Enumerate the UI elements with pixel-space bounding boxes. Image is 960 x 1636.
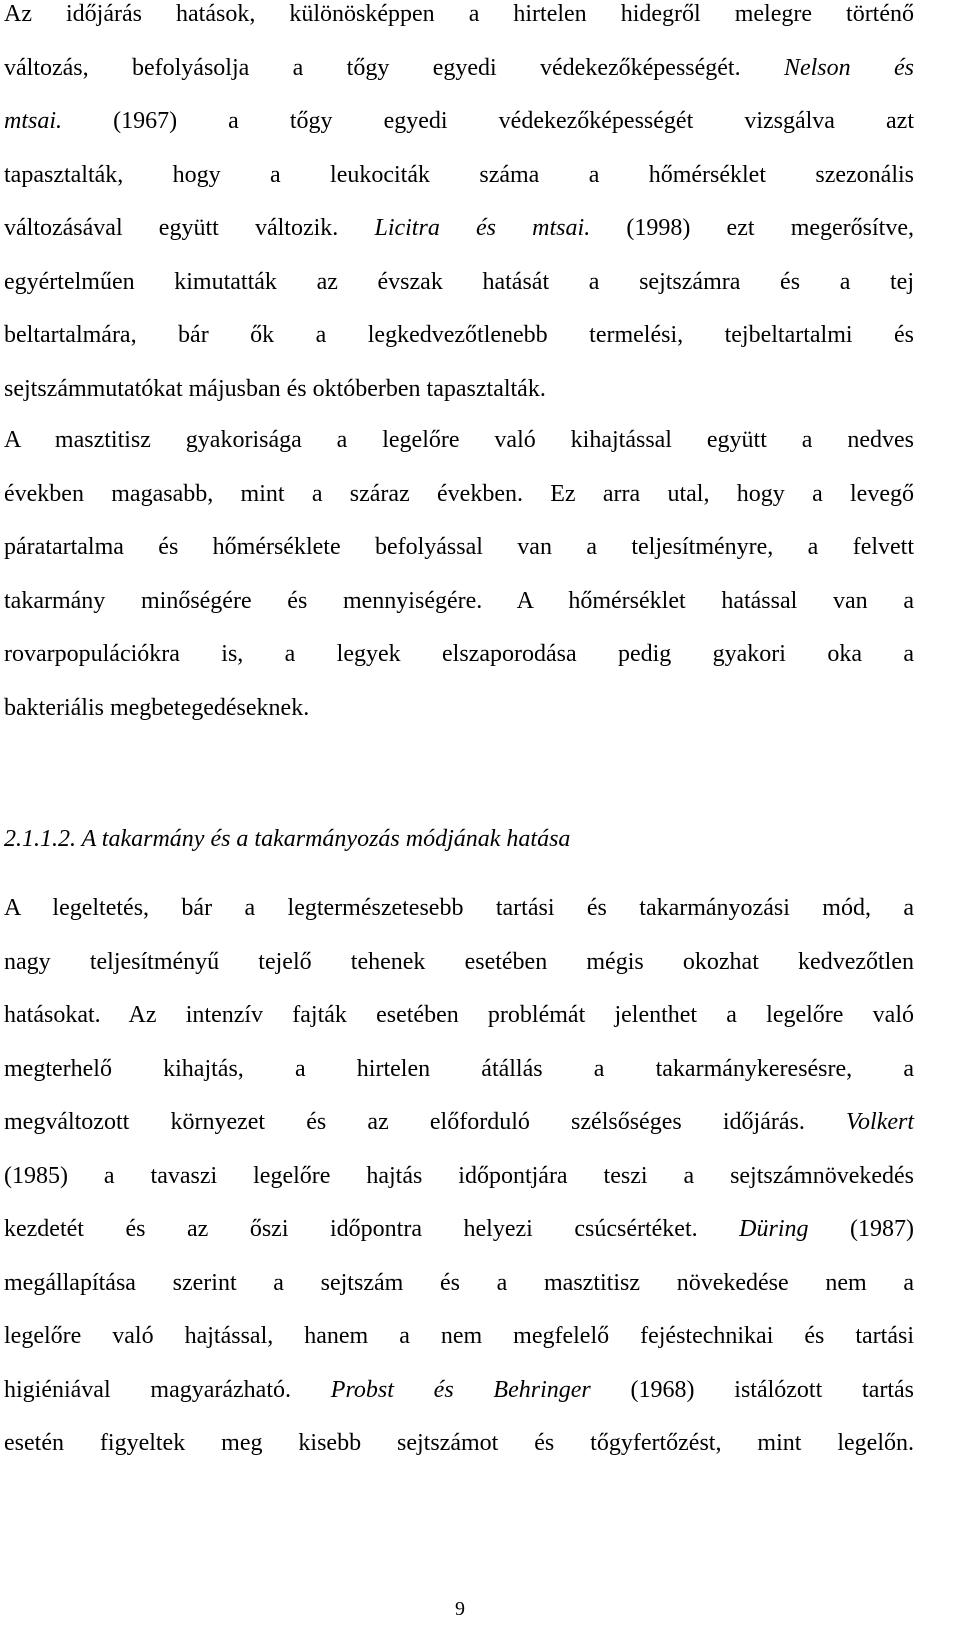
text-fragment: változás, befolyásolja a tőgy egyedi védekezőképességét. (4, 54, 741, 81)
text-line: tapasztalták, hogy a leukociták száma a hőmérséklet szezonális (4, 161, 914, 188)
paragraph-weather-effects (4, 0, 914, 416)
text-line: megállapítása szerint a sejtszám és a masztitisz növekedése nem a (4, 1269, 914, 1296)
text-fragment: (1987) (850, 1216, 914, 1242)
text-fragment: (1998) ezt megerősítve, (626, 215, 914, 241)
paragraph-grazing-effects (4, 882, 914, 1471)
text-line: megterhelő kihajtás, a hirtelen átállás a takarmánykeresésre, a (4, 1055, 914, 1082)
text-fragment: (1968) istálózott tartás (630, 1376, 915, 1403)
text-line (4, 42, 914, 96)
text-line: A masztitisz gyakorisága a legelőre való kihajtással együtt a nedves (4, 427, 914, 453)
text-line (4, 1203, 914, 1257)
text-line (4, 95, 914, 149)
text-line: takarmány minőségére és mennyiségére. A hőmérséklet hatással van a (4, 587, 914, 614)
paragraph-mastitis-frequency (4, 414, 914, 735)
text-line: rovarpopulációkra is, a legyek elszaporodása pedig gyakori oka a (4, 641, 914, 667)
text-fragment: megváltozott környezet és az előforduló szélsőséges időjárás. (4, 1109, 805, 1135)
text-line (4, 202, 914, 256)
text-line: páratartalma és hőmérséklete befolyással van a teljesítményre, a felvett (4, 534, 914, 560)
text-line: (1985) a tavaszi legelőre hajtás időpontjára teszi a sejtszámnövekedés (4, 1162, 914, 1189)
citation-volkert: Volkert (846, 1109, 915, 1135)
text-line: hatásokat. Az intenzív fajták esetében problémát jelenthet a legelőre való (4, 1002, 914, 1028)
text-line: években magasabb, mint a száraz években. Ez arra utal, hogy a levegő (4, 480, 914, 507)
section-heading: 2.1.1.2. A takarmány és a takarmányozás módjának hatása (4, 826, 571, 852)
text-line: bakteriális megbetegedéseknek. (4, 694, 310, 721)
citation-probst-behringer: Probst és Behringer (330, 1376, 591, 1403)
citation-during: Düring (739, 1216, 809, 1242)
page-number: 9 (455, 1598, 465, 1620)
text-line: sejtszámmutatókat májusban és októberben tapasztalták. (4, 375, 546, 402)
text-line: nagy teljesítményű tejelő tehenek esetében mégis okozhat kedvezőtlen (4, 948, 914, 975)
citation-nelson: Nelson és (783, 54, 914, 81)
text-line: A legeltetés, bár a legtermészetesebb tartási és takarmányozási mód, a (4, 895, 914, 921)
text-line: legelőre való hajtással, hanem a nem megfelelő fejéstechnikai és tartási (4, 1323, 914, 1349)
text-line: esetén figyeltek meg kisebb sejtszámot és tőgyfertőzést, mint legelőn. (4, 1430, 914, 1456)
citation-mtsai: mtsai. (4, 108, 63, 134)
text-line (4, 1364, 914, 1418)
text-fragment: változásával együtt változik. (4, 215, 339, 241)
text-fragment: higiéniával magyarázható. (4, 1376, 291, 1403)
text-fragment: kezdetét és az őszi időpontra helyezi csúcsértéket. (4, 1216, 698, 1242)
text-line: egyértelműen kimutatták az évszak hatását a sejtszámra és a tej (4, 268, 914, 295)
text-line: beltartalmára, bár ők a legkedvezőtlenebb termelési, tejbeltartalmi és (4, 322, 914, 348)
text-line (4, 1096, 914, 1150)
citation-licitra: Licitra és mtsai. (374, 215, 591, 241)
text-fragment: (1967) a tőgy egyedi védekezőképességét vizsgálva azt (113, 108, 914, 134)
text-line: Az időjárás hatások, különösképpen a hirtelen hidegről melegre történő (4, 1, 914, 27)
